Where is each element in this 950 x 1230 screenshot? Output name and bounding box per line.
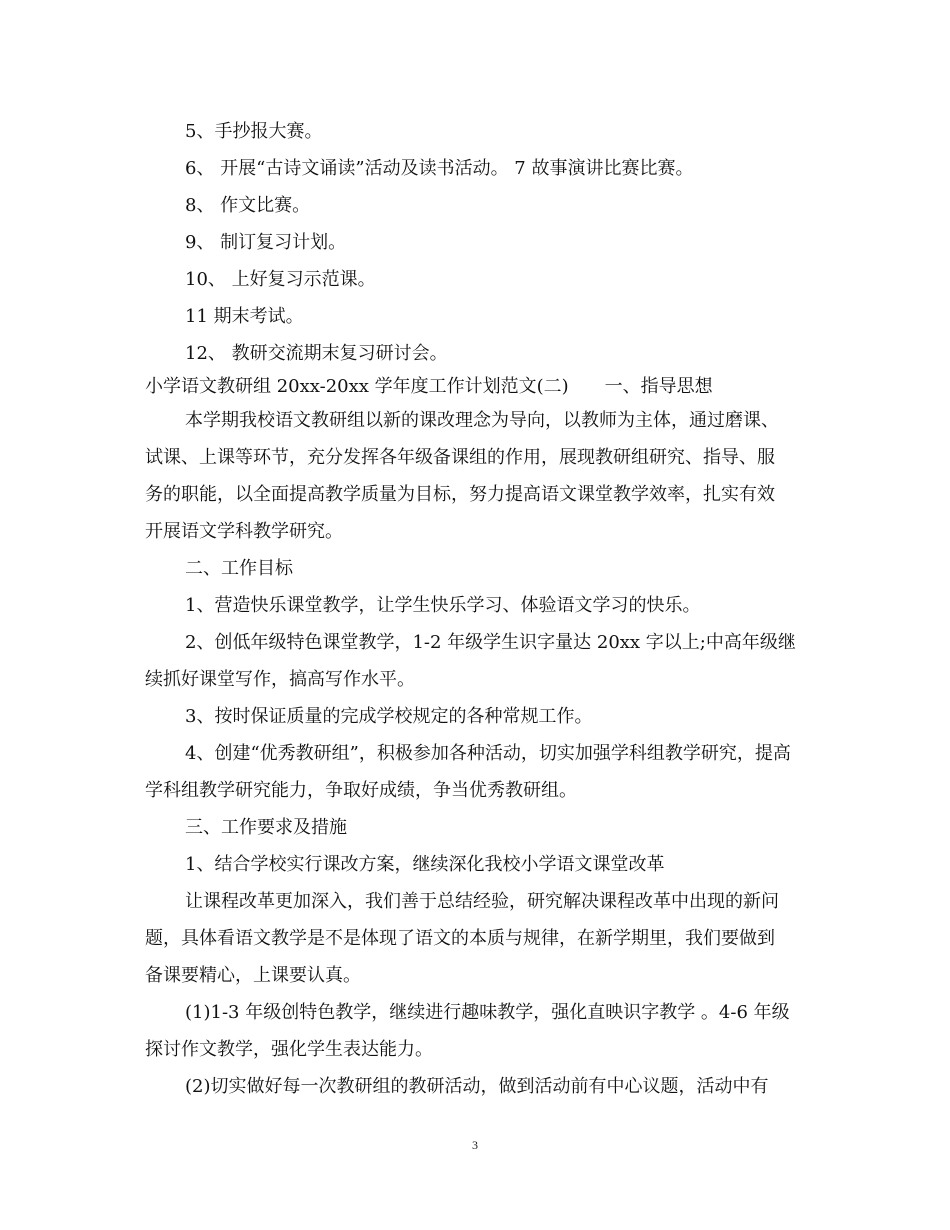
paragraph-line: 探讨作文教学，强化学生表达能力。	[145, 1039, 433, 1060]
paragraph-line: 备课要精心，上课要认真。	[145, 965, 361, 986]
paragraph-line: 学科组教学研究能力，争取好成绩，争当优秀教研组。	[145, 780, 577, 801]
paragraph-line: 1、营造快乐课堂教学，让学生快乐学习、体验语文学习的快乐。	[185, 595, 701, 616]
paragraph-line: 让课程改革更加深入，我们善于总结经验，研究解决课程改革中出现的新问	[185, 891, 779, 912]
page-number: 3	[472, 1138, 478, 1152]
list-item-6: 6、 开展“古诗文诵读”活动及读书活动。 7 故事演讲比赛比赛。	[185, 158, 694, 179]
list-item-10: 10、 上好复习示范课。	[185, 269, 376, 290]
paragraph-line: (2)切实做好每一次教研组的教研活动，做到活动前有中心议题，活动中有	[185, 1076, 769, 1097]
heading-work-goals: 二、工作目标	[185, 558, 293, 579]
paragraph-line: 续抓好课堂写作，搞高写作水平。	[145, 669, 415, 690]
paragraph-line: 试课、上课等环节，充分发挥各年级备课组的作用，展现教研组研究、指导、服	[145, 447, 775, 468]
paragraph-line: 务的职能，以全面提高教学质量为目标，努力提高语文课堂教学效率，扎实有效	[145, 484, 775, 505]
list-item-9: 9、 制订复习计划。	[185, 232, 347, 253]
paragraph-line: 2、创低年级特色课堂教学，1-2 年级学生识字量达 20xx 字以上;中高年级继	[185, 632, 796, 653]
paragraph-line: 本学期我校语文教研组以新的课改理念为导向，以教师为主体，通过磨课、	[185, 410, 779, 431]
paragraph-line: 开展语文学科教学研究。	[145, 521, 343, 542]
paragraph-line: 4、创建“优秀教研组”，积极参加各种活动，切实加强学科组教学研究，提高	[185, 743, 791, 764]
paragraph-line: 3、按时保证质量的完成学校规定的各种常规工作。	[185, 706, 593, 727]
section-title: 小学语文教研组 20xx-20xx 学年度工作计划范文(二) 一、指导思想	[145, 376, 713, 397]
list-item-8: 8、 作文比赛。	[185, 195, 311, 216]
list-item-12: 12、 教研交流期末复习研讨会。	[185, 343, 448, 364]
paragraph-line: 题，具体看语文教学是不是体现了语文的本质与规律，在新学期里，我们要做到	[145, 928, 775, 949]
paragraph-line: (1)1-3 年级创特色教学，继续进行趣味教学，强化直映识字教学 。4-6 年级	[185, 1002, 790, 1023]
list-item-11: 11 期末考试。	[185, 306, 304, 327]
list-item-5: 5、手抄报大赛。	[185, 121, 323, 142]
paragraph-line: 1、结合学校实行课改方案，继续深化我校小学语文课堂改革	[185, 854, 665, 875]
heading-work-requirements: 三、工作要求及措施	[185, 817, 347, 838]
